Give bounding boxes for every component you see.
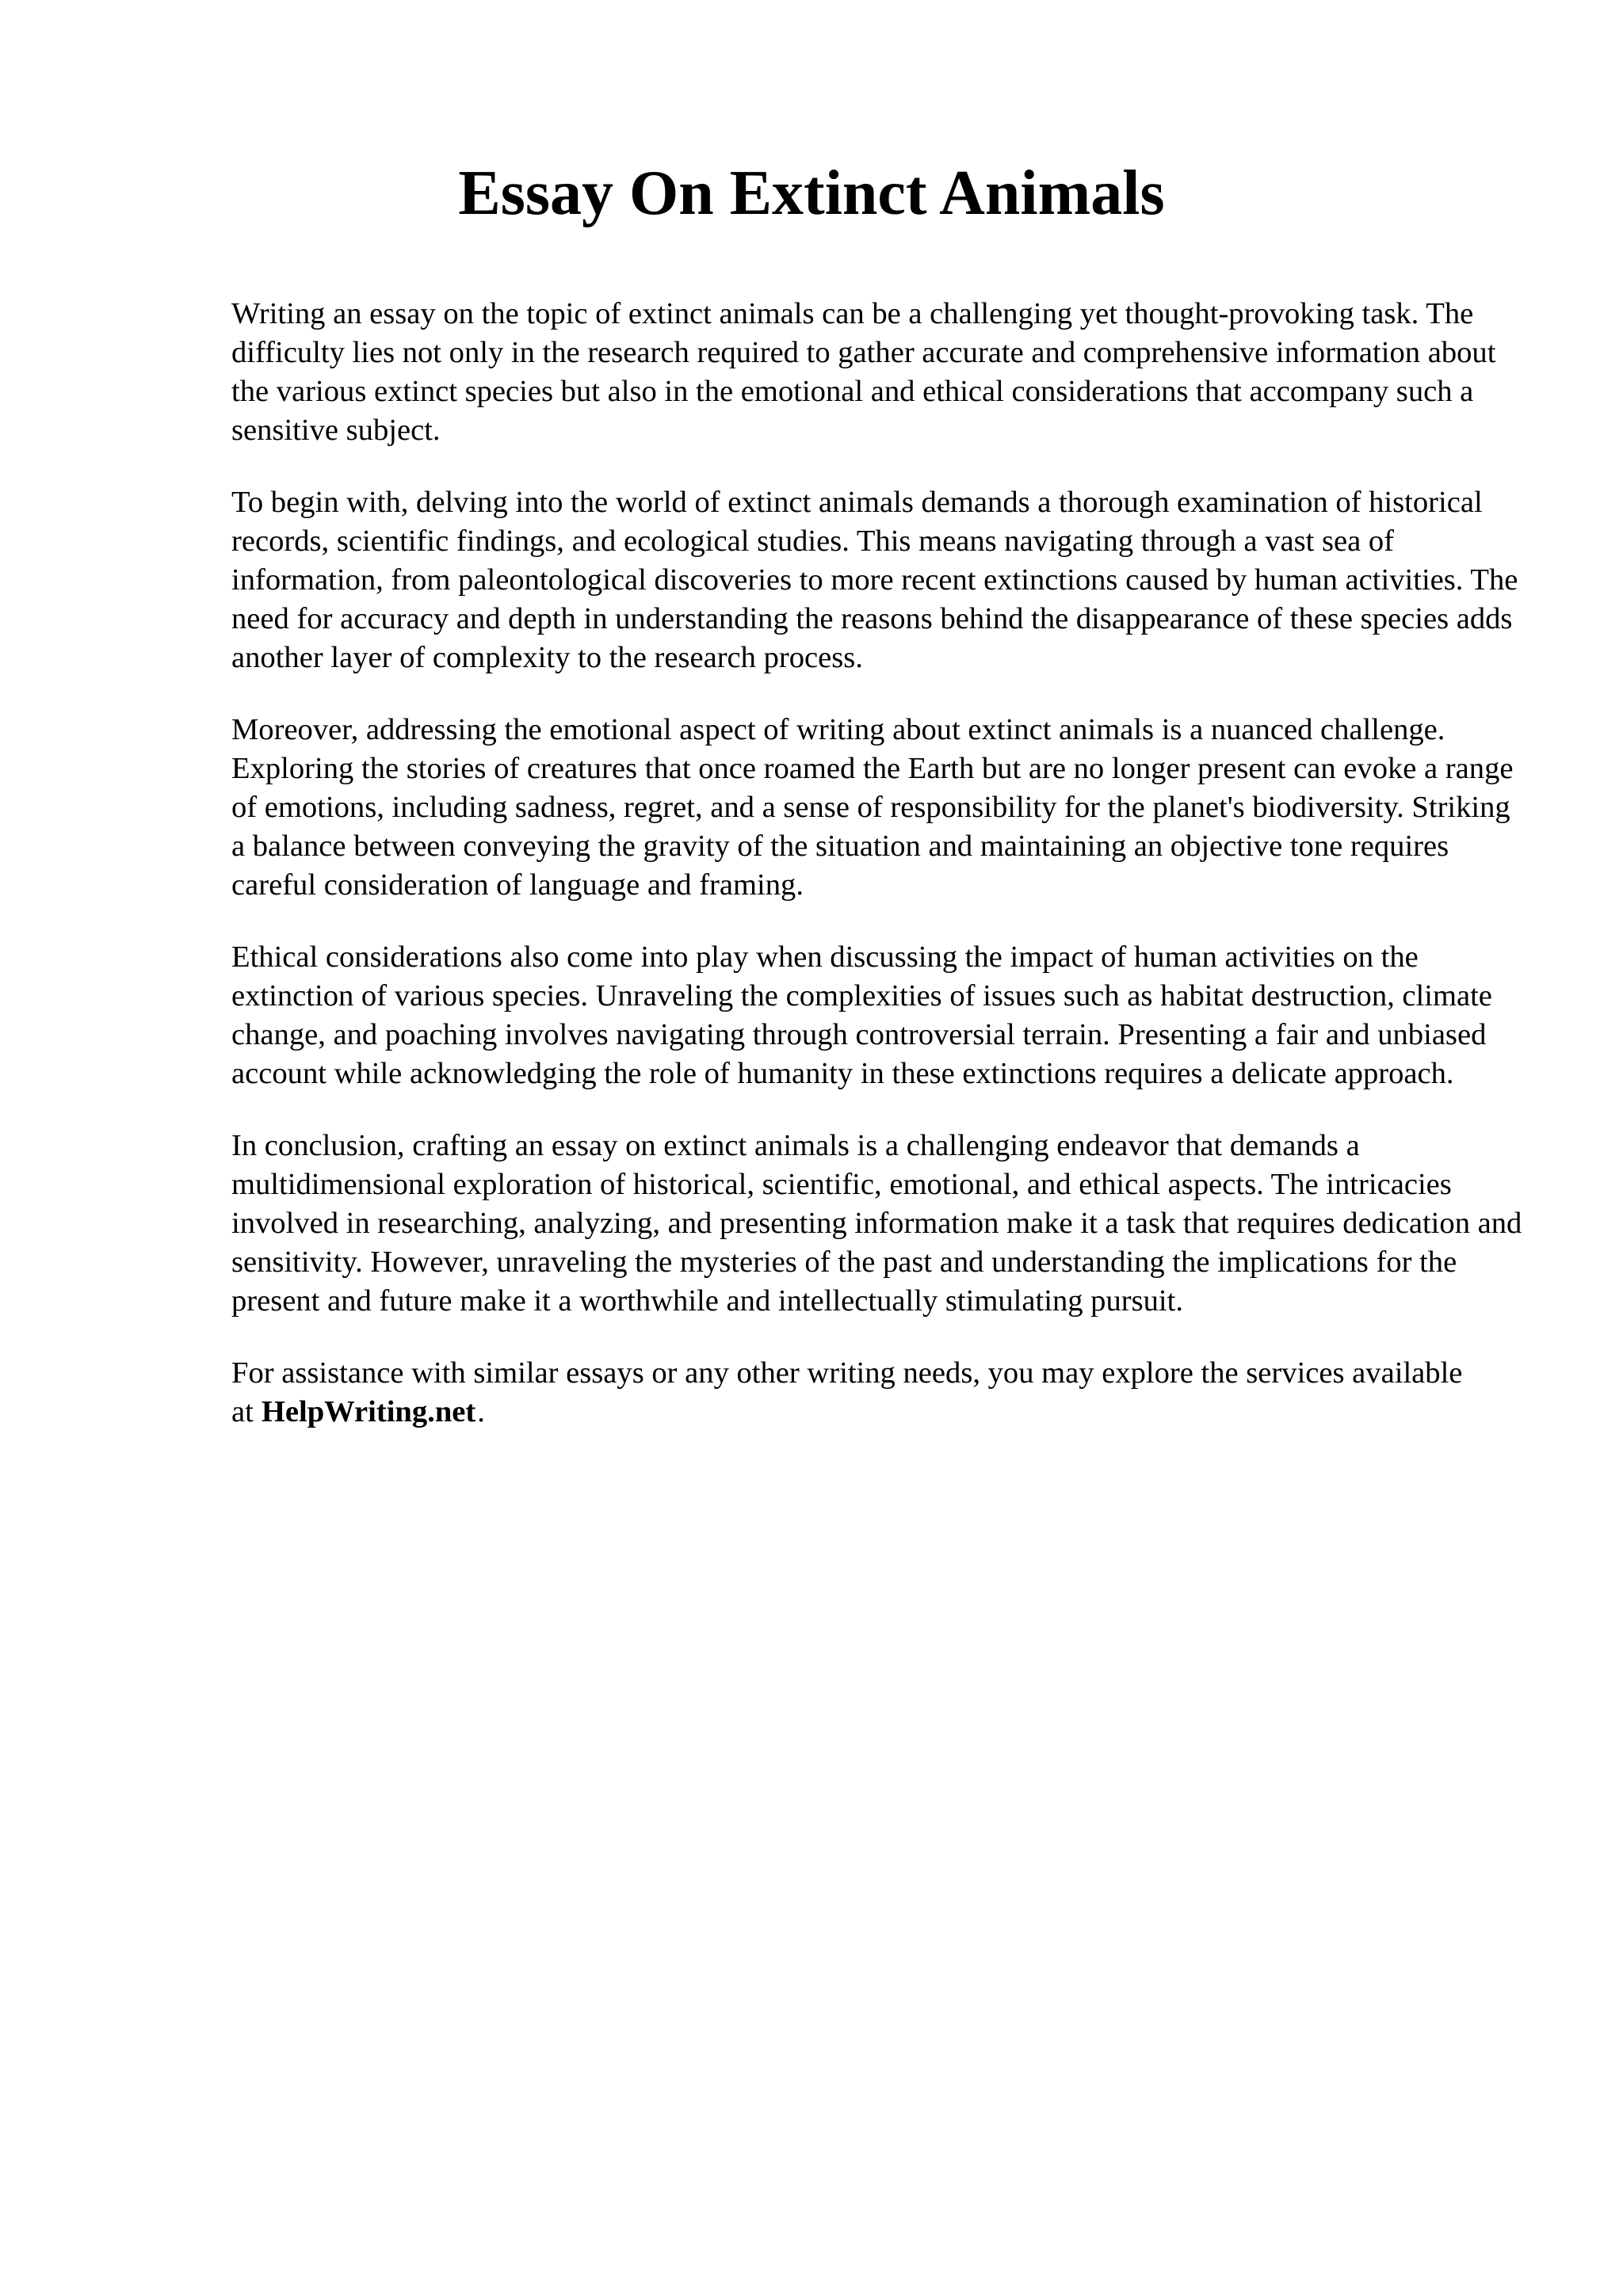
helpwriting-link[interactable]: HelpWriting.net (261, 1395, 476, 1428)
page-title: Essay On Extinct Animals (458, 158, 1165, 228)
closing-text: For assistance with similar essays or any other writing needs, you may explore the services available at (231, 1356, 1463, 1428)
paragraph-1: Writing an essay on the topic of extinct animals can be a challenging yet thought-provoking task. The difficulty lies not only in the research required to gather accurate and comprehensive information about the various extinct species but also in the emotional and ethical considerations that accompany such a sensitive subject. (231, 297, 1496, 447)
paragraph-2: To begin with, delving into the world of extinct animals demands a thorough examination of historical records, scientific findings, and ecological studies. This means navigating through a vast sea of information, from paleontological discoveries to more recent extinctions caused by human activities. The need for accuracy and depth in understanding the reasons behind the disappearance of these species adds another layer of complexity to the research process. (231, 486, 1518, 674)
paragraph-5: In conclusion, crafting an essay on extinct animals is a challenging endeavor that demands a multidimensional exploration of historical, scientific, emotional, and ethical aspects. The intricacies involved in researching, analyzing, and presenting information make it a task that requires dedication and sensitivity. However, unraveling the mysteries of the past and understanding the implications for the present and future make it a worthwhile and intellectually stimulating pursuit. (231, 1129, 1522, 1318)
paragraph-4: Ethical considerations also come into play when discussing the impact of human activities on the extinction of various species. Unraveling the complexities of issues such as habitat destruction, climate change, and poaching involves navigating through controversial terrain. Presenting a fair and unbiased account while acknowledging the role of humanity in these extinctions requires a delicate approach. (231, 940, 1492, 1090)
closing-paragraph (231, 1354, 1531, 1432)
closing-period: . (477, 1395, 485, 1428)
essay-body (231, 295, 1531, 1465)
paragraph-3: Moreover, addressing the emotional aspect of writing about extinct animals is a nuanced challenge. Exploring the stories of creatures that once roamed the Earth but are no longer present can evoke a range of emotions, including sadness, regret, and a sense of responsibility for the planet's biodiversity. Striking a balance between conveying the gravity of the situation and maintaining an objective tone requires careful consideration of language and framing. (231, 713, 1514, 902)
